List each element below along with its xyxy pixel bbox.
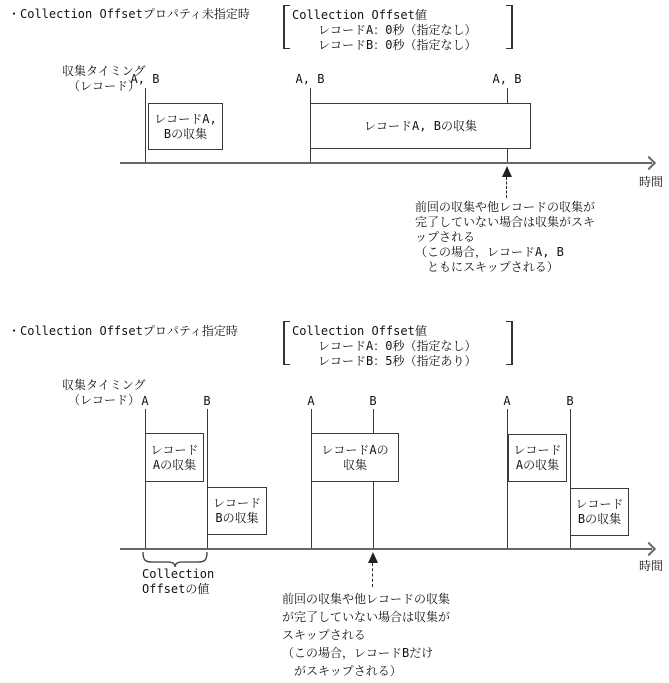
tick-label-ab-1: A, B bbox=[130, 72, 160, 86]
tick-label-ab-3: A, B bbox=[492, 72, 522, 86]
tick-label-a2: A bbox=[307, 394, 315, 408]
timeline1-axis bbox=[120, 162, 652, 164]
axis2-subtitle: （レコード） bbox=[68, 393, 141, 407]
annotation-line: ともにスキップされる） bbox=[415, 260, 559, 274]
skip-annotation-2 bbox=[282, 590, 450, 680]
offset-value-label-line: Offsetの値 bbox=[142, 582, 210, 596]
collection-box-ab-small bbox=[148, 103, 223, 150]
box-label-line: レコードA, bbox=[154, 111, 217, 126]
annotation-line: 前回の収集や他レコードの収集 bbox=[282, 592, 451, 606]
box-label-line: Bの収集 bbox=[577, 512, 622, 526]
tick-label-ab-2: A, B bbox=[295, 72, 325, 86]
timeline2-time-label: 時間 bbox=[639, 559, 664, 573]
annotation-line: ップされる bbox=[415, 230, 476, 244]
collection-box-a-1 bbox=[145, 433, 204, 482]
skip-arrow-head-icon bbox=[502, 166, 512, 177]
collection-box-b-1 bbox=[207, 487, 267, 535]
offset-note1-title: Collection Offset値 bbox=[292, 8, 427, 22]
axis2-title: 収集タイミング bbox=[62, 378, 146, 392]
axis1-title: 収集タイミング bbox=[62, 64, 146, 78]
skip-annotation-1 bbox=[415, 200, 595, 275]
tick-label-b1: B bbox=[203, 394, 211, 408]
annotation-line: が完了していない場合は収集が bbox=[282, 610, 451, 624]
section1-header: ・Collection Offsetプロパティ未指定時 bbox=[8, 7, 250, 21]
left-bracket bbox=[283, 321, 290, 365]
offset-note1-record-a: レコードA：0秒（指定なし） bbox=[318, 23, 477, 37]
offset-value-label bbox=[142, 567, 214, 597]
annotation-line: （この場合，レコードA, B bbox=[415, 245, 564, 259]
timeline1-tick-1 bbox=[145, 88, 146, 163]
skip-arrow-dash bbox=[506, 177, 507, 198]
tick-label-b3: B bbox=[566, 394, 574, 408]
offset-value-label-line: Collection bbox=[142, 567, 215, 581]
collection-box-a-3 bbox=[508, 434, 567, 482]
box-label-line: レコードA, Bの収集 bbox=[364, 118, 477, 133]
timeline2-arrow-icon bbox=[642, 542, 656, 556]
box-label-line: Aの収集 bbox=[152, 457, 197, 472]
collection-box-a-2 bbox=[311, 433, 399, 482]
box-label-line: Bの収集 bbox=[163, 126, 208, 141]
timeline2-axis bbox=[120, 548, 652, 550]
box-label-line: 収集 bbox=[342, 457, 367, 472]
annotation-line: 前回の収集や他レコードの収集が bbox=[415, 200, 596, 214]
box-label-line: レコードAの bbox=[321, 442, 389, 457]
offset-value-brace-icon bbox=[142, 551, 208, 568]
right-bracket bbox=[506, 5, 513, 49]
offset-note1-record-b: レコードB：0秒（指定なし） bbox=[318, 38, 477, 52]
box-label-line: レコード bbox=[212, 496, 261, 510]
annotation-line: がスキップされる） bbox=[282, 664, 402, 678]
offset-note2-record-b: レコードB：5秒（指定あり） bbox=[318, 354, 477, 368]
section2-header: ・Collection Offsetプロパティ指定時 bbox=[8, 324, 238, 338]
left-bracket bbox=[283, 5, 290, 49]
skip-arrow-head-icon bbox=[368, 552, 378, 563]
offset-note2-record-a: レコードA：0秒（指定なし） bbox=[318, 339, 477, 353]
collection-box-b-3 bbox=[570, 488, 629, 536]
box-label-line: レコード bbox=[150, 442, 199, 457]
collection-box-ab-large bbox=[310, 103, 531, 149]
axis1-subtitle: （レコード） bbox=[68, 79, 141, 93]
offset-note2-title: Collection Offset値 bbox=[292, 324, 427, 338]
timeline1-arrow-icon bbox=[642, 156, 656, 170]
box-label-line: Bの収集 bbox=[215, 511, 259, 525]
annotation-line: （この場合，レコードBだけ bbox=[282, 646, 434, 660]
timeline1-time-label: 時間 bbox=[639, 175, 664, 189]
skip-arrow-dash bbox=[372, 563, 373, 587]
tick-label-a3: A bbox=[503, 394, 511, 408]
box-label-line: レコード bbox=[513, 443, 562, 457]
tick-label-b2: B bbox=[369, 394, 377, 408]
annotation-line: スキップされる bbox=[282, 628, 366, 642]
right-bracket bbox=[506, 321, 513, 365]
box-label-line: レコード bbox=[575, 497, 624, 511]
tick-label-a1: A bbox=[141, 394, 149, 408]
annotation-line: 完了していない場合は収集がスキ bbox=[415, 215, 596, 229]
box-label-line: Aの収集 bbox=[515, 458, 560, 472]
